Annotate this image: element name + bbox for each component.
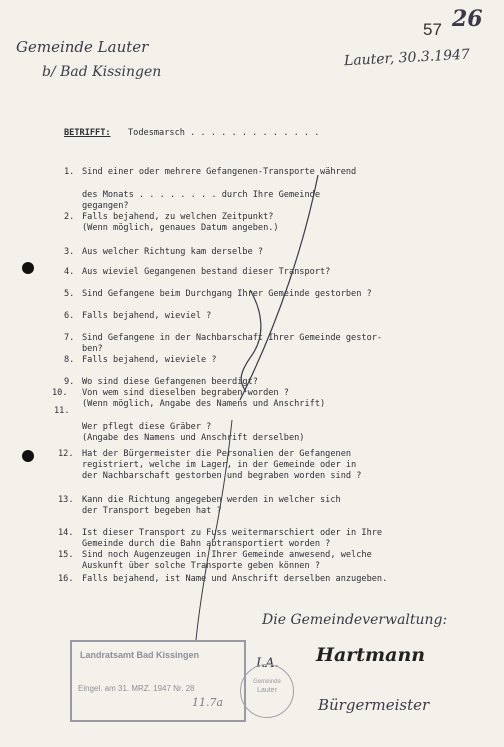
signature-prefix: I.A. — [256, 656, 279, 671]
question-text: Falls bejahend, zu welchen Zeitpunkt? — [82, 212, 274, 222]
question-number: 14. — [58, 528, 74, 538]
question-text: ben? — [82, 344, 103, 354]
question-number: 16. — [58, 574, 74, 584]
question-number: 1. — [64, 167, 75, 177]
question-text: der Nachbarschaft gestorben und begraben worden sind ? — [82, 471, 362, 481]
question-text: Falls bejahend, ist Name und Anschrift derselben anzugeben. — [82, 574, 388, 584]
signature-title: Bürgermeister — [318, 696, 430, 714]
page-number-stamp: 57 — [423, 20, 442, 39]
question-text: des Monats . . . . . . . . durch Ihre Gemeinde — [82, 190, 320, 200]
question-text: Aus wieviel Gegangenen bestand dieser Transport? — [82, 267, 331, 277]
question-number: 13. — [58, 495, 74, 505]
question-text: gegangen? — [82, 201, 129, 211]
municipality-district: b/ Bad Kissingen — [42, 64, 162, 80]
seal-text-top: Gemeinde — [253, 679, 281, 685]
question-text: (Angabe des Namens und Anschrift derselben) — [82, 433, 305, 443]
question-number: 7. — [64, 333, 75, 343]
question-number: 15. — [58, 550, 74, 560]
question-number: 12. — [58, 449, 74, 459]
signature-name: Hartmann — [316, 644, 426, 666]
question-text: registriert, welche im Lager, in der Gemeinde oder in — [82, 460, 357, 470]
question-text: Sind Gefangene beim Durchgang Ihrer Gemeinde gestorben ? — [82, 289, 372, 299]
question-text: Sind einer oder mehrere Gefangenen-Transporte während — [82, 167, 357, 177]
question-text: Hat der Bürgermeister die Personalien der Gefangenen — [82, 449, 352, 459]
seal-text-bottom: Lauter — [257, 687, 277, 694]
question-text: Wer pflegt diese Gräber ? — [82, 422, 212, 432]
page-number-handwritten: 26 — [452, 6, 483, 32]
municipal-seal — [240, 664, 294, 718]
question-text: Sind Gefangene in der Nachbarschaft Ihrer Gemeinde gestor- — [82, 333, 383, 343]
question-text: Kann die Richtung angegeben werden in welcher sich — [82, 495, 341, 505]
question-number: 10. — [52, 388, 68, 398]
stamp-received-date: Eingel. am 31. MRZ. 1947 Nr. 28 — [78, 684, 195, 693]
question-text: (Wenn möglich, Angabe des Namens und Anschrift) — [82, 399, 326, 409]
question-text: Gemeinde durch die Bahn abtransportiert worden ? — [82, 539, 331, 549]
question-text: (Wenn möglich, genaues Datum angeben.) — [82, 223, 279, 233]
question-number: 6. — [64, 311, 75, 321]
stamp-handwritten-note: 11.7a — [192, 696, 224, 709]
question-text: Ist dieser Transport zu Fuss weitermarschiert oder in Ihre — [82, 528, 383, 538]
stamp-office-name: Landratsamt Bad Kissingen — [80, 650, 200, 660]
authority-signature-line: Die Gemeindeverwaltung: — [262, 612, 448, 628]
question-text: Falls bejahend, wieviele ? — [82, 355, 217, 365]
question-number: 5. — [64, 289, 75, 299]
question-number: 2. — [64, 212, 75, 222]
subject-text: Todesmarsch . . . . . . . . . . . . . — [128, 128, 320, 138]
question-number: 11. — [54, 406, 70, 416]
question-text: Aus welcher Richtung kam derselbe ? — [82, 247, 264, 257]
question-text: der Transport begeben hat ? — [82, 506, 222, 516]
place-date: Lauter, 30.3.1947 — [343, 46, 471, 70]
question-text: Von wem sind dieselben begraben worden ? — [82, 388, 289, 398]
question-text: Sind noch Augenzeugen in Ihrer Gemeinde anwesend, welche — [82, 550, 372, 560]
question-text: Falls bejahend, wieviel ? — [82, 311, 212, 321]
municipality-name: Gemeinde Lauter — [16, 38, 149, 56]
subject-label: BETRIFFT: — [64, 128, 111, 138]
question-text: Auskunft über solche Transporte geben können ? — [82, 561, 320, 571]
office-receipt-stamp — [70, 640, 246, 722]
question-number: 8. — [64, 355, 75, 365]
question-number: 9. — [64, 377, 75, 387]
question-number: 3. — [64, 247, 75, 257]
question-text: Wo sind diese Gefangenen beerdigt? — [82, 377, 258, 387]
question-number: 4. — [64, 267, 75, 277]
